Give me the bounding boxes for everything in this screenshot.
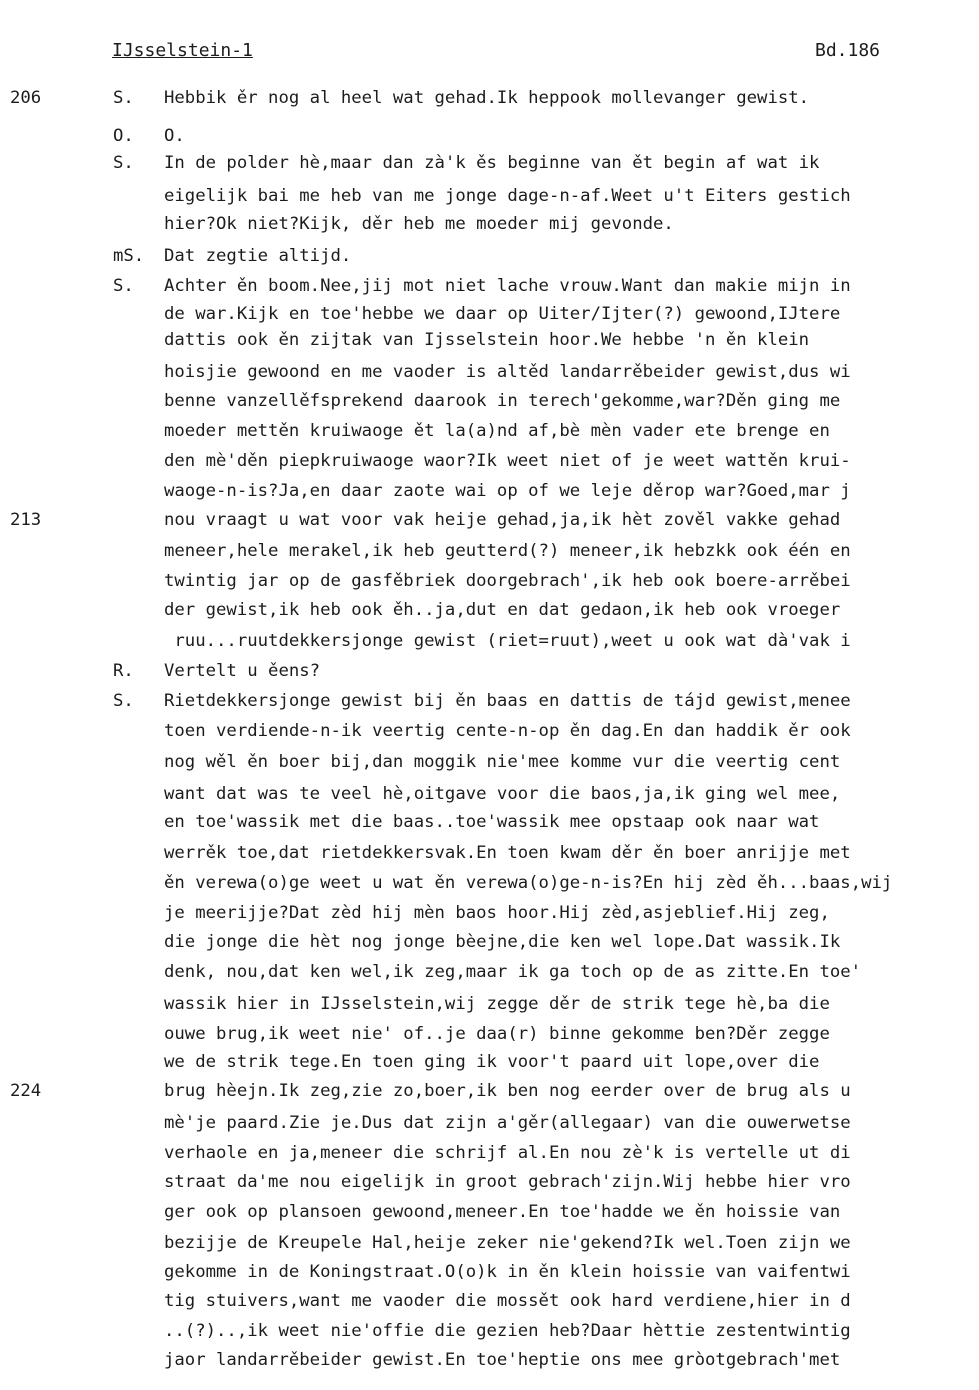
line-text: jaor landarrěbeider gewist.En toe'heptie ons mee gròotgebrach'met [164, 1350, 841, 1370]
line-text: de war.Kijk en toe'hebbe we daar op Uiter/Ijter(?) gewoond,IJtere [164, 304, 841, 324]
transcript-line [0, 571, 979, 601]
line-text: Vertelt u ěens? [164, 661, 321, 681]
transcript-line [0, 962, 979, 992]
page-header-title: IJsselstein-1 [112, 40, 253, 61]
line-text: Rietdekkersjonge gewist bij ěn baas en dattis de tájd gewist,menee [164, 691, 851, 711]
transcript-line [0, 843, 979, 873]
line-text: werrěk toe,dat rietdekkersvak.En toen kwam děr ěn boer anrijje met [164, 843, 851, 863]
line-text: ěn verewa(o)ge weet u wat ěn verewa(o)ge-n-is?En hij zèd ěh...baas,wij [164, 873, 893, 893]
line-text: moeder mettěn kruiwaoge ět la(a)nd af,bè mèn vader ete brenge en [164, 421, 830, 441]
line-text: benne vanzellěfsprekend daarook in terech'gekomme,war?Děn ging me [164, 391, 841, 411]
line-text: meneer,hele merakel,ik heb geutterd(?) meneer,ik hebzkk ook één en [164, 541, 851, 561]
transcript-line [0, 994, 979, 1024]
line-text: Achter ěn boom.Nee,jij mot niet lache vrouw.Want dan makie mijn in [164, 276, 851, 296]
transcript-line [0, 932, 979, 962]
transcript-line [0, 1262, 979, 1292]
line-text: mè'je paard.Zie je.Dus dat zijn a'gěr(allegaar) van die ouwerwetse [164, 1113, 851, 1133]
transcript-line [0, 752, 979, 782]
speaker-label: S. [113, 153, 134, 173]
line-text: die jonge die hèt nog jonge bèejne,die ken wel lope.Dat wassik.Ik [164, 932, 841, 952]
transcript-line [0, 541, 979, 571]
line-text: toen verdiende-n-ik veertig cente-n-op ěn dag.En dan haddik ěr ook [164, 721, 851, 741]
line-text: der gewist,ik heb ook ěh..ja,dut en dat gedaon,ik heb ook vroeger [164, 600, 841, 620]
line-text: ouwe brug,ik weet nie' of..je daa(r) binne gekomme ben?Děr zegge [164, 1024, 830, 1044]
transcript-line [0, 391, 979, 421]
transcript-line [0, 421, 979, 451]
transcript-line [0, 1052, 979, 1082]
line-text: hier?Ok niet?Kijk, děr heb me moeder mij gevonde. [164, 214, 674, 234]
transcript-line [0, 784, 979, 814]
line-number: 206 [10, 88, 42, 108]
line-text: O. [164, 126, 185, 146]
line-text: je meerijje?Dat zèd hij mèn baos hoor.Hij zèd,asjeblief.Hij zeg, [164, 903, 830, 923]
line-text: tig stuivers,want me vaoder die mossět ook hard verdiene,hier in d [164, 1291, 851, 1311]
transcript-line [0, 186, 979, 216]
transcript-line [0, 600, 979, 630]
line-text: en toe'wassik met die baas..toe'wassik mee opstaap ook naar wat [164, 812, 820, 832]
line-text: waoge-n-is?Ja,en daar zaote wai op of we leje děrop war?Goed,mar j [164, 481, 851, 501]
line-text: Hebbik ěr nog al heel wat gehad.Ik heppook mollevanger gewist. [164, 88, 810, 108]
transcript-line [0, 1350, 979, 1380]
line-text: wassik hier in IJsselstein,wij zegge děr de strik tege hè,ba die [164, 994, 830, 1014]
transcript-line [0, 246, 979, 276]
line-text: ..(?)..,ik weet nie'offie die gezien heb?Daar hèttie zestentwintig [164, 1321, 851, 1341]
speaker-label: S. [113, 276, 134, 296]
line-text: eigelijk bai me heb van me jonge dage-n-af.Weet u't Eiters gestich [164, 186, 851, 206]
line-text: straat da'me nou eigelijk in groot gebrach'zijn.Wij hebbe hier vro [164, 1172, 851, 1192]
page-header-number: Bd.186 [815, 40, 881, 61]
line-text: twintig jar op de gasfěbriek doorgebrach',ik heb ook boere-arrěbei [164, 571, 851, 591]
line-text: we de strik tege.En toen ging ik voor't paard uit lope,over die [164, 1052, 820, 1072]
speaker-label: mS. [113, 246, 145, 266]
transcript-line [0, 481, 979, 511]
transcript-line [0, 903, 979, 933]
line-text: Dat zegtie altijd. [164, 246, 352, 266]
transcript-line [0, 1113, 979, 1143]
line-text: brug hèejn.Ik zeg,zie zo,boer,ik ben nog eerder over de brug als u [164, 1081, 851, 1101]
line-text: den mè'děn piepkruiwaoge waor?Ik weet niet of je weet wattěn krui- [164, 451, 851, 471]
line-text: In de polder hè,maar dan zà'k ěs beginne van ět begin af wat ik [164, 153, 820, 173]
transcript-line [0, 1321, 979, 1351]
transcript-line [0, 1233, 979, 1263]
transcript-line [0, 1291, 979, 1321]
transcript-line [0, 1202, 979, 1232]
line-text: denk, nou,dat ken wel,ik zeg,maar ik ga toch op de as zitte.En toe' [164, 962, 862, 982]
line-number: 224 [10, 1081, 42, 1101]
speaker-label: S. [113, 691, 134, 711]
transcript-line [0, 631, 979, 661]
transcript-line [0, 812, 979, 842]
line-text: verhaole en ja,meneer die schrijf al.En nou zè'k is vertelle ut di [164, 1143, 851, 1163]
line-text: nog wěl ěn boer bij,dan moggik nie'mee komme vur die veertig cent [164, 752, 841, 772]
transcript-line [0, 126, 979, 156]
transcript-line [0, 1143, 979, 1173]
speaker-label: O. [113, 126, 134, 146]
line-text: dattis ook ěn zijtak van Ijsselstein hoor.We hebbe 'n ěn klein [164, 330, 810, 350]
line-text: hoisjie gewoond en me vaoder is altěd landarrěbeider gewist,dus wi [164, 362, 851, 382]
transcript-line [0, 1081, 979, 1111]
transcript-line [0, 330, 979, 360]
line-number: 213 [10, 510, 42, 530]
transcript-line [0, 88, 979, 118]
line-text: ruu...ruutdekkersjonge gewist (riet=ruut),weet u ook wat dà'vak i [164, 631, 851, 651]
transcript-line [0, 510, 979, 540]
line-text: gekomme in de Koningstraat.O(o)k in ěn klein hoissie van vaifentwi [164, 1262, 851, 1282]
transcript-line [0, 661, 979, 691]
transcript-line [0, 1024, 979, 1054]
transcript-line [0, 276, 979, 306]
transcript-line [0, 691, 979, 721]
transcript-line [0, 362, 979, 392]
speaker-label: R. [113, 661, 134, 681]
transcript-line [0, 153, 979, 183]
speaker-label: S. [113, 88, 134, 108]
line-text: nou vraagt u wat voor vak heije gehad,ja,ik hèt zověl vakke gehad [164, 510, 841, 530]
transcript-line [0, 451, 979, 481]
line-text: bezijje de Kreupele Hal,heije zeker nie'gekend?Ik wel.Toen zijn we [164, 1233, 851, 1253]
line-text: ger ook op plansoen gewoond,meneer.En toe'hadde we ěn hoissie van [164, 1202, 841, 1222]
transcript-line [0, 1172, 979, 1202]
transcript-line [0, 873, 979, 903]
transcript-line [0, 721, 979, 751]
transcript-line [0, 214, 979, 244]
line-text: want dat was te veel hè,oitgave voor die baos,ja,ik ging wel mee, [164, 784, 841, 804]
